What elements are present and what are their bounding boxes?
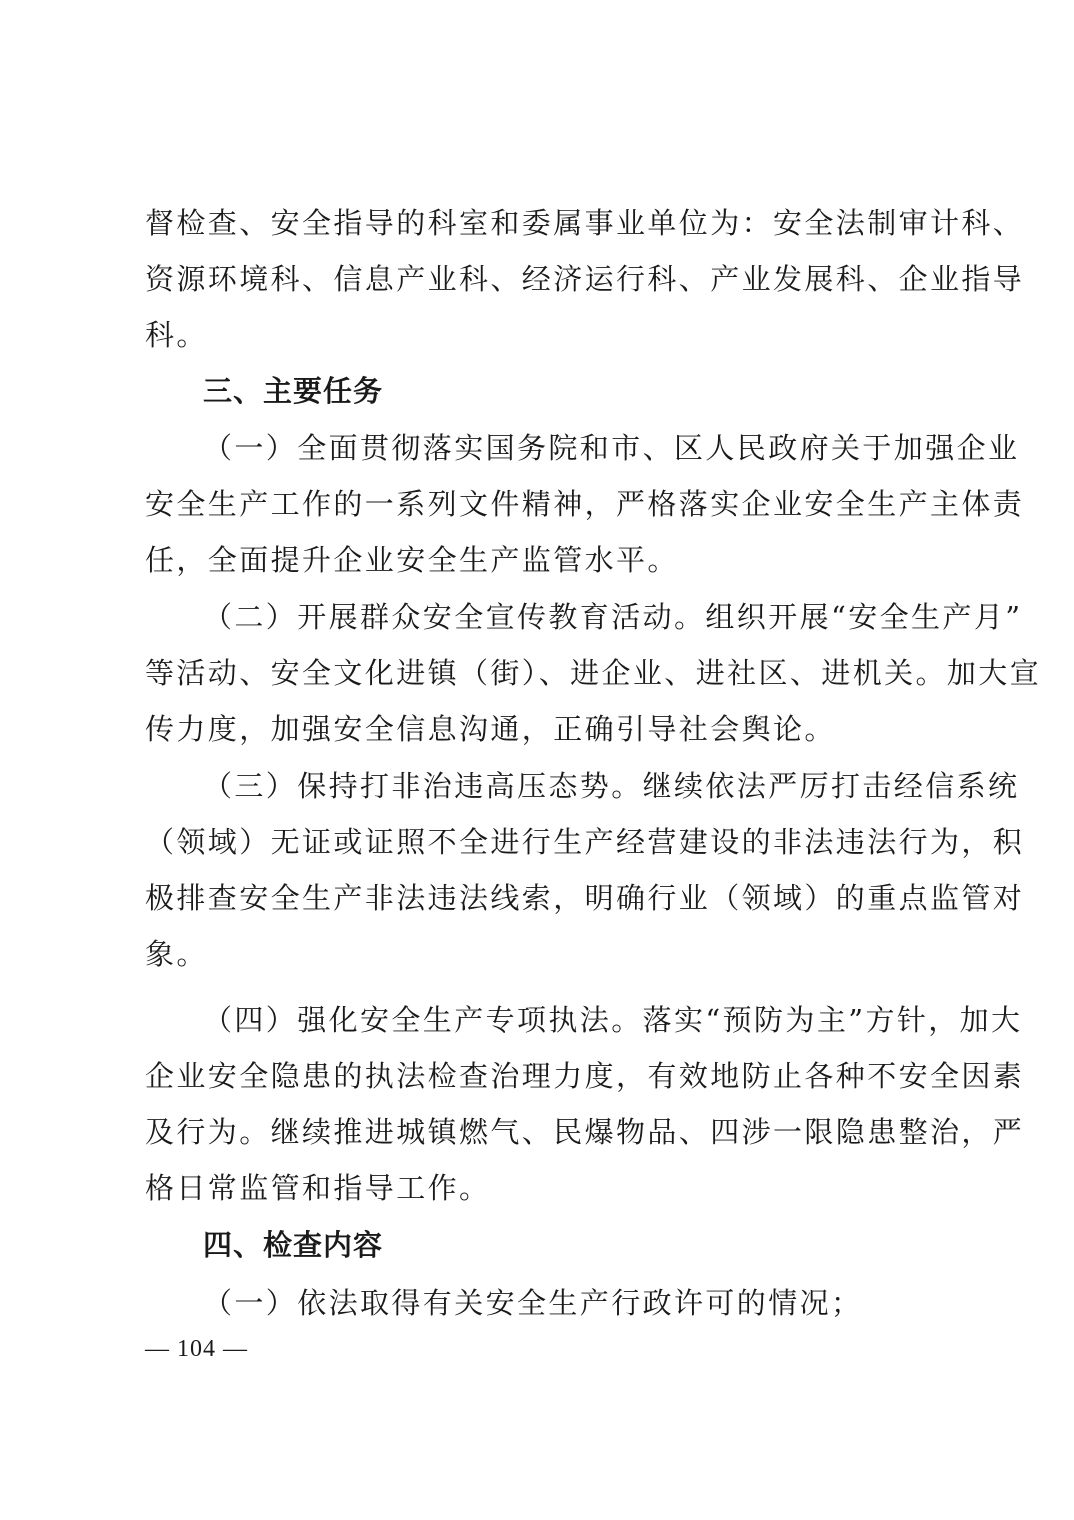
page-number: — 104 — xyxy=(145,1336,248,1362)
body-line: （一）全面贯彻落实国务院和市、区人民政府关于加强企业 xyxy=(203,431,1020,465)
body-line: 等活动、安全文化进镇（街）、进企业、进社区、进机关。加大宣 xyxy=(145,656,1042,690)
body-line: （领域）无证或证照不全进行生产经营建设的非法违法行为，积 xyxy=(145,825,1025,859)
body-line: 科。 xyxy=(145,318,208,352)
body-line: （四）强化安全生产专项执法。落实“预防为主”方针，加大 xyxy=(203,1003,1023,1037)
body-line: 任，全面提升企业安全生产监管水平。 xyxy=(145,543,679,577)
body-line: （三）保持打非治违高压态势。继续依法严厉打击经信系统 xyxy=(203,769,1020,803)
body-line: 督检查、安全指导的科室和委属事业单位为：安全法制审计科、 xyxy=(145,206,1025,240)
section-heading: 三、主要任务 xyxy=(203,374,384,408)
body-line: 格日常监管和指导工作。 xyxy=(145,1171,491,1205)
body-line: （二）开展群众安全宣传教育活动。组织开展“安全生产月” xyxy=(203,600,1023,634)
body-line: 传力度，加强安全信息沟通，正确引导社会舆论。 xyxy=(145,712,836,746)
body-line: 及行为。继续推进城镇燃气、民爆物品、四涉一限隐患整治，严 xyxy=(145,1115,1025,1149)
body-line: 安全生产工作的一系列文件精神，严格落实企业安全生产主体责 xyxy=(145,487,1025,521)
section-heading: 四、检查内容 xyxy=(203,1228,384,1262)
body-line: 极排查安全生产非法违法线索，明确行业（领域）的重点监管对 xyxy=(145,881,1025,915)
body-line: 企业安全隐患的执法检查治理力度，有效地防止各种不安全因素 xyxy=(145,1059,1025,1093)
body-line: （一）依法取得有关安全生产行政许可的情况； xyxy=(203,1286,863,1320)
body-line: 资源环境科、信息产业科、经济运行科、产业发展科、企业指导 xyxy=(145,262,1025,296)
body-line: 象。 xyxy=(145,937,208,971)
